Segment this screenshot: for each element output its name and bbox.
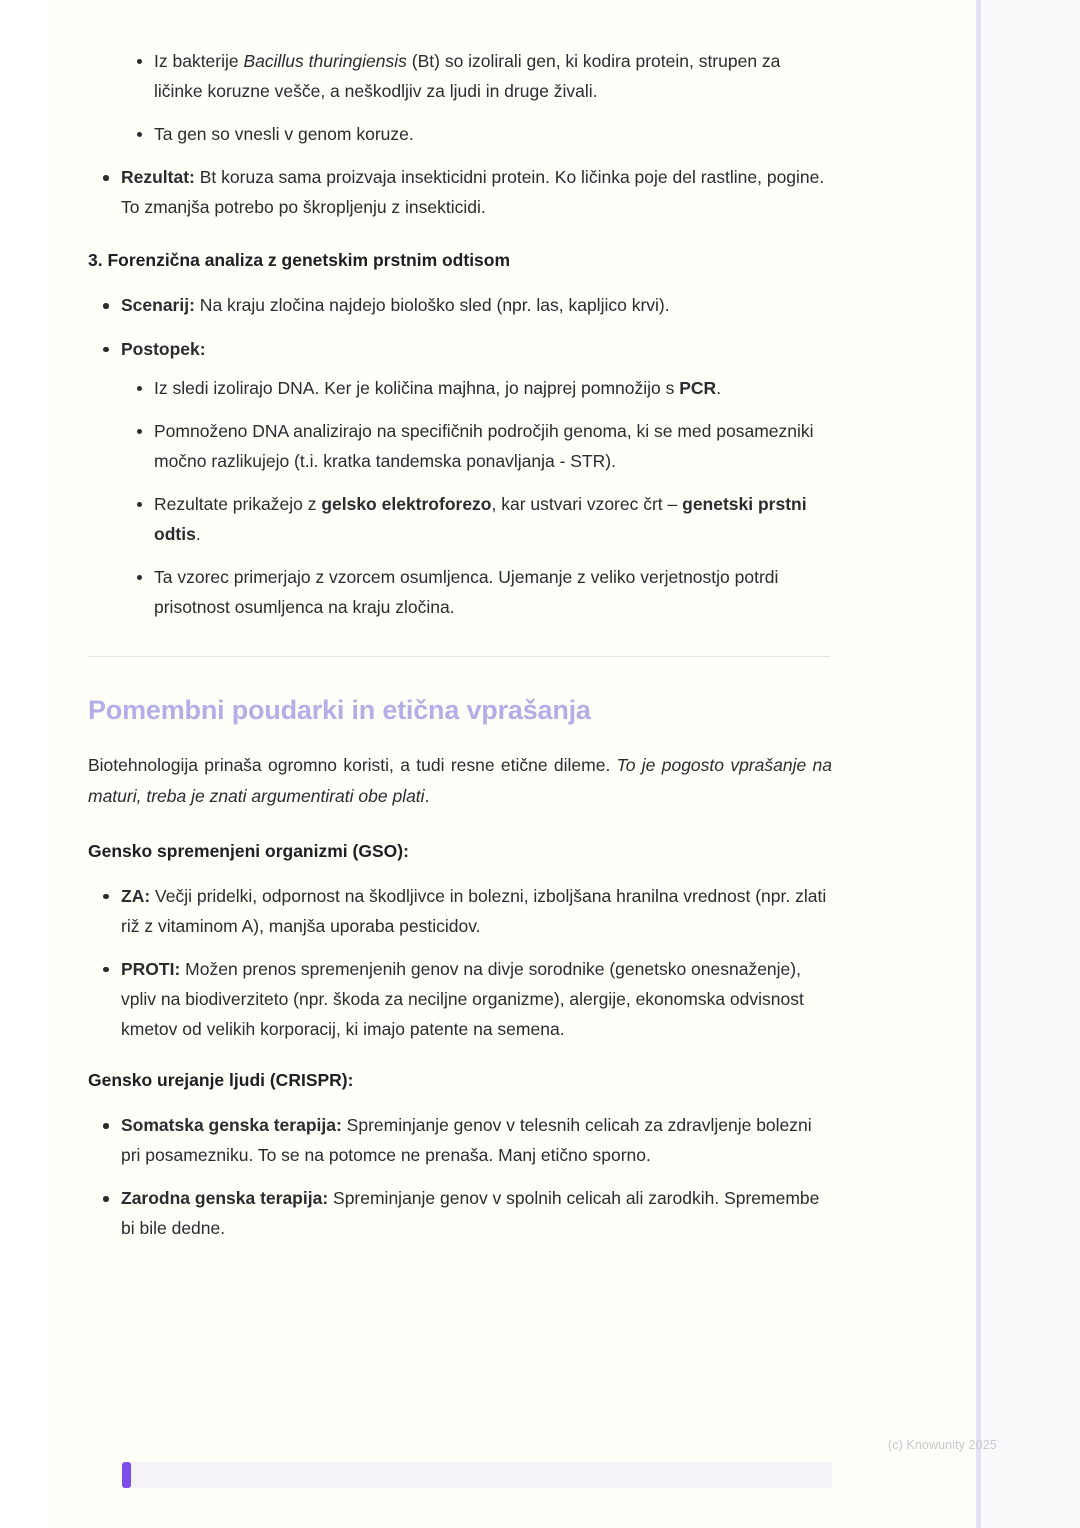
procedure-label: Postopek: — [121, 338, 206, 359]
heading-forensic-analysis: 3. Forenzična analiza z genetskim prstnim odtisom — [88, 250, 511, 271]
list-item: Ta vzorec primerjajo z vzorcem osumljenca. Ujemanje z veliko verjetnostjo potrdi prisotnost osumljenca na kraju zločina. — [121, 562, 832, 622]
crispr-list — [88, 1110, 832, 1243]
copyright-notice: (c) Knowunity 2025 — [888, 1438, 997, 1452]
list-item-somatic-therapy: Somatska genska terapija: Spreminjanje genov v telesnih celicah za zdravljenje bolezni pri posamezniku. To se na potomce ne prenaša. Manj etično sporno. — [88, 1110, 832, 1170]
procedure-steps — [121, 373, 832, 623]
vertical-scrollbar[interactable] — [976, 0, 981, 1528]
list-item: Ta gen so vnesli v genom koruze. — [121, 119, 832, 149]
heading-gmo: Gensko spremenjeni organizmi (GSO): — [88, 840, 409, 861]
gmo-list — [88, 881, 832, 1044]
continued-sublist — [121, 46, 832, 149]
bottom-bar-accent — [122, 1462, 131, 1488]
continued-sublist-wrapper — [88, 46, 832, 149]
section-title-ethics: Pomembni poudarki in etična vprašanja — [88, 695, 591, 726]
result-list — [88, 162, 832, 222]
list-item: Rezultate prikažejo z gelsko elektroforezo, kar ustvari vzorec črt – genetski prstni odtis. — [121, 489, 832, 549]
list-item-scenario: Scenarij: Na kraju zločina najdejo biološko sled (npr. las, kapljico krvi). — [88, 290, 832, 320]
list-item-pro: ZA: Večji pridelki, odpornost na škodljivce in bolezni, izboljšana hranilna vrednost (npr. zlati riž z vitaminom A), manjša uporaba pesticidov. — [88, 881, 832, 941]
heading-crispr: Gensko urejanje ljudi (CRISPR): — [88, 1070, 354, 1091]
list-item: Pomnoženo DNA analizirajo na specifičnih področjih genoma, ki se med posamezniki močno razlikujejo (t.i. kratka tandemska ponavljanja - STR). — [121, 416, 832, 476]
list-item-procedure — [88, 334, 832, 623]
section-divider — [88, 656, 830, 657]
list-item-con: PROTI: Možen prenos spremenjenih genov na divje sorodnike (genetsko onesnaženje), vpliv na biodiverziteto (npr. škoda za neciljne organizme), alergije, ekonomska odvisnost kmetov od velikih korporacij, ki imajo patente na semena. — [88, 954, 832, 1044]
right-gutter — [981, 0, 1080, 1528]
list-item-germline-therapy: Zarodna genska terapija: Spreminjanje genov v spolnih celicah ali zarodkih. Spremembe bi bile dedne. — [88, 1183, 832, 1243]
forensics-list — [88, 290, 832, 622]
document-content — [88, 0, 832, 1256]
bottom-progress-bar[interactable] — [122, 1462, 832, 1488]
list-item-result: Rezultat: Bt koruza sama proizvaja insekticidni protein. Ko ličinka poje del rastline, pogine. To zmanjša potrebo po škropljenju z insekticidi. — [88, 162, 832, 222]
list-item: Iz bakterije Bacillus thuringiensis (Bt) so izolirali gen, ki kodira protein, strupen za ličinke koruzne vešče, a neškodljiv za ljudi in druge živali. — [121, 46, 832, 106]
list-item: Iz sledi izolirajo DNA. Ker je količina majhna, jo najprej pomnožijo s PCR. — [121, 373, 832, 403]
ethics-intro-paragraph: Biotehnologija prinaša ogromno koristi, a tudi resne etične dileme. To je pogosto vprašanje na maturi, treba je znati argumentirati obe plati. — [88, 755, 832, 806]
